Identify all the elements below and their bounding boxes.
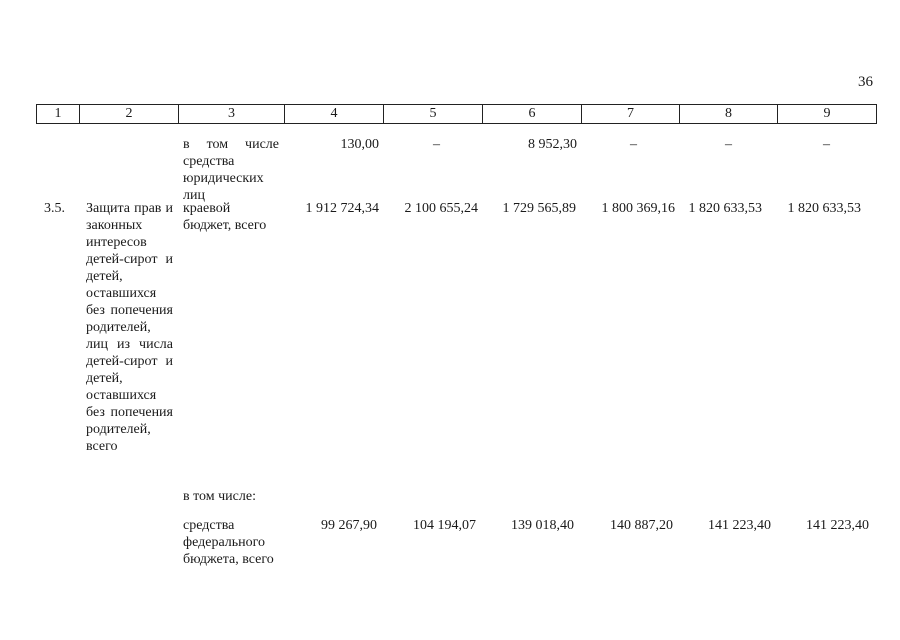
table-cell-value: 2 100 655,24 (404, 201, 478, 216)
column-header-4: 4 (285, 105, 384, 124)
table-cell-value: 141 223,40 (806, 518, 869, 533)
column-header-9: 9 (778, 105, 877, 124)
table-cell-value: 1 820 633,53 (787, 201, 861, 216)
funding-source: в том числе средства юридических лиц (183, 137, 279, 203)
table-cell-value: 1 912 724,34 (305, 201, 379, 216)
funding-source: краевой бюджет, всего (183, 201, 267, 233)
column-header-1: 1 (37, 105, 80, 124)
column-header-2: 2 (80, 105, 179, 124)
column-header-7: 7 (582, 105, 680, 124)
table-cell-value: 1 800 369,16 (601, 201, 675, 216)
table-cell-value: 1 820 633,53 (688, 201, 762, 216)
column-number-header (36, 104, 877, 124)
table-cell-value: 130,00 (340, 137, 379, 152)
table-cell-value: 104 194,07 (413, 518, 476, 533)
page-number: 36 (858, 74, 873, 90)
column-header-5: 5 (384, 105, 483, 124)
table-cell-value: – (725, 137, 732, 152)
column-header-3: 3 (179, 105, 285, 124)
funding-source: средства федерального бюджета, всего (183, 518, 274, 567)
table-cell-value: 8 952,30 (528, 137, 577, 152)
row-number: 3.5. (44, 201, 65, 216)
column-header-8: 8 (680, 105, 778, 124)
measure-name: Защита прав и законных интересов детей-сирот и детей, оставшихся без попечения родителей, лиц из числа детей-сирот и детей, оставшихся без попечения родителей, всего (86, 201, 173, 454)
table-cell-value: – (433, 137, 440, 152)
table-cell-value: – (823, 137, 830, 152)
table-cell-value: 139 018,40 (511, 518, 574, 533)
column-header-6: 6 (483, 105, 582, 124)
funding-source: в том числе: (183, 489, 256, 504)
table-cell-value: 140 887,20 (610, 518, 673, 533)
table-cell-value: 99 267,90 (321, 518, 377, 533)
table-cell-value: – (630, 137, 637, 152)
table-cell-value: 141 223,40 (708, 518, 771, 533)
table-cell-value: 1 729 565,89 (502, 201, 576, 216)
